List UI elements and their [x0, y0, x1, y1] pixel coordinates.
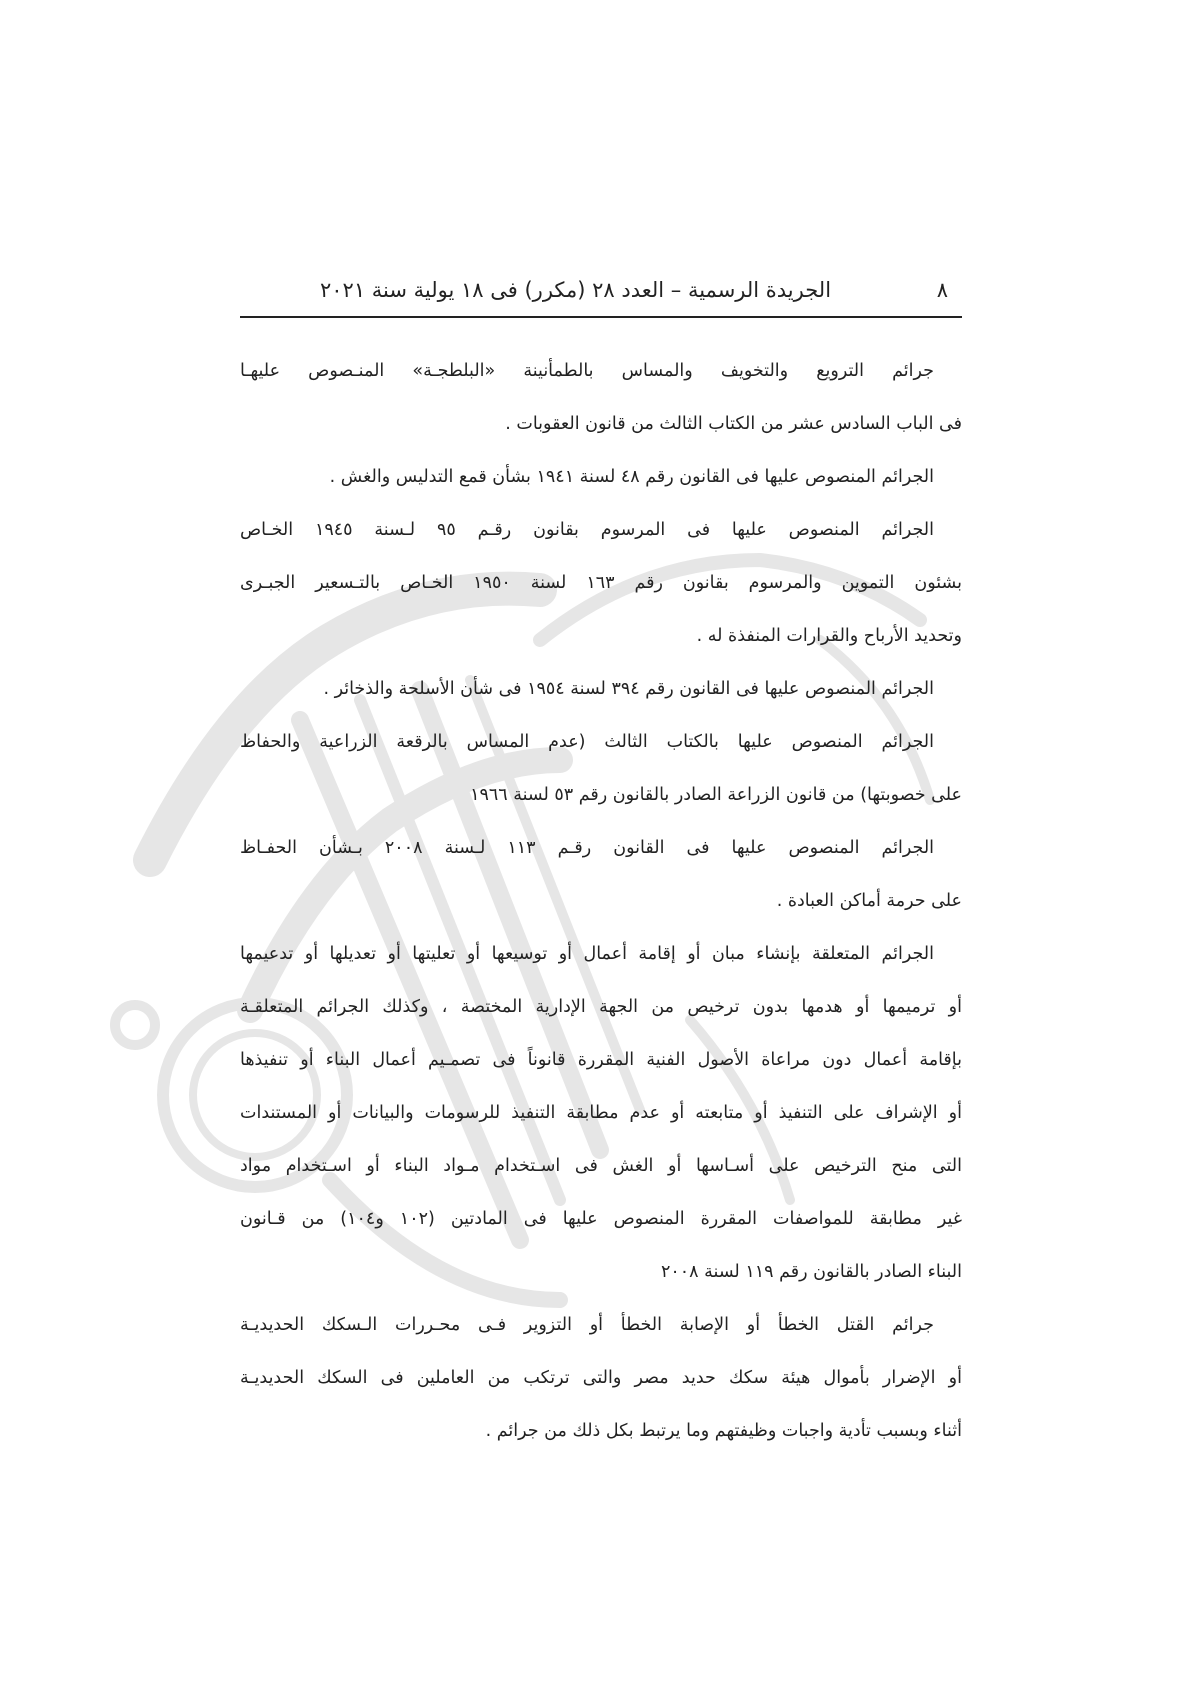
paragraph-line: فى الباب السادس عشر من الكتاب الثالث من قانون العقوبات . [505, 414, 962, 434]
paragraph-line: التى منح الترخيص على أسـاسها أو الغش فى اسـتخدام مـواد البناء أو اسـتخدام مواد [240, 1156, 962, 1176]
paragraph-line: الجرائم المنصوص عليها بالكتاب الثالث (عدم المساس بالرقعة الزراعية والحفاظ [240, 732, 934, 752]
paragraph-line: أثناء وبسبب تأدية واجبات وظيفتهم وما يرتبط بكل ذلك من جرائم . [485, 1421, 962, 1441]
paragraph-line: أو الإضرار بأموال هيئة سكك حديد مصر والتى ترتكب من العاملين فى السكك الحديديـة [240, 1368, 962, 1388]
paragraph-line: وتحديد الأرباح والقرارات المنفذة له . [696, 626, 962, 646]
paragraph-line: جرائم الترويع والتخويف والمساس بالطمأنينة «البلطجـة» المنـصوص عليهـا [240, 361, 934, 381]
header-rule [240, 316, 962, 318]
page-header [240, 270, 960, 310]
paragraph-line: الجرائم المنصوص عليها فى القانون رقم ٤٨ لسنة ١٩٤١ بشأن قمع التدليس والغش . [329, 467, 934, 487]
paragraph [240, 345, 962, 451]
paragraph-line: على خصوبتها) من قانون الزراعة الصادر بالقانون رقم ٥٣ لسنة ١٩٦٦ [470, 785, 962, 805]
paragraph [240, 504, 962, 663]
gazette-title: الجريدة الرسمية – العدد ٢٨ (مكرر) فى ١٨ يولية سنة ٢٠٢١ [320, 278, 832, 302]
paragraph-line: بإقامة أعمال دون مراعاة الأصول الفنية المقررة قانوناً فى تصمـيم أعمال البناء أو تنفيذها [240, 1050, 962, 1070]
document-body [240, 345, 962, 1458]
page-number: ٨ [936, 278, 948, 302]
paragraph [240, 663, 962, 716]
paragraph-line: أو ترميمها أو هدمها بدون ترخيص من الجهة الإدارية المختصة ، وكذلك الجرائم المتعلقـة [240, 997, 962, 1017]
paragraph-line: الجرائم المنصوص عليها فى القانون رقم ٣٩٤ لسنة ١٩٥٤ فى شأن الأسلحة والذخائر . [323, 679, 934, 699]
paragraph-line: بشئون التموين والمرسوم بقانون رقم ١٦٣ لسنة ١٩٥٠ الخـاص بالتـسعير الجبـرى [240, 573, 962, 593]
paragraph-line: الجرائم المتعلقة بإنشاء مبان أو إقامة أعمال أو توسيعها أو تعليتها أو تعديلها أو تدعيمها [240, 944, 934, 964]
paragraph-line: الجرائم المنصوص عليها فى القانون رقـم ١١٣ لـسنة ٢٠٠٨ بـشأن الحفـاظ [240, 838, 935, 858]
paragraph-line: غير مطابقة للمواصفات المقررة المنصوص عليها فى المادتين (١٠٢ و١٠٤) من قـانون [240, 1209, 962, 1229]
paragraph-line: البناء الصادر بالقانون رقم ١١٩ لسنة ٢٠٠٨ [660, 1262, 962, 1282]
paragraph [240, 928, 962, 1299]
paragraph-line: الجرائم المنصوص عليها فى المرسوم بقانون رقـم ٩٥ لـسنة ١٩٤٥ الخـاص [240, 520, 935, 540]
paragraph [240, 451, 962, 504]
paragraph-line: على حرمة أماكن العبادة . [776, 891, 962, 911]
paragraph [240, 1299, 962, 1458]
paragraph-line: جرائم القتل الخطأ أو الإصابة الخطأ أو التزوير فـى محـررات الـسكك الحديديـة [240, 1315, 934, 1335]
paragraph [240, 716, 962, 822]
paragraph-line: أو الإشراف على التنفيذ أو متابعته أو عدم مطابقة التنفيذ للرسومات والبيانات أو المستندات [240, 1103, 962, 1123]
paragraph [240, 822, 962, 928]
